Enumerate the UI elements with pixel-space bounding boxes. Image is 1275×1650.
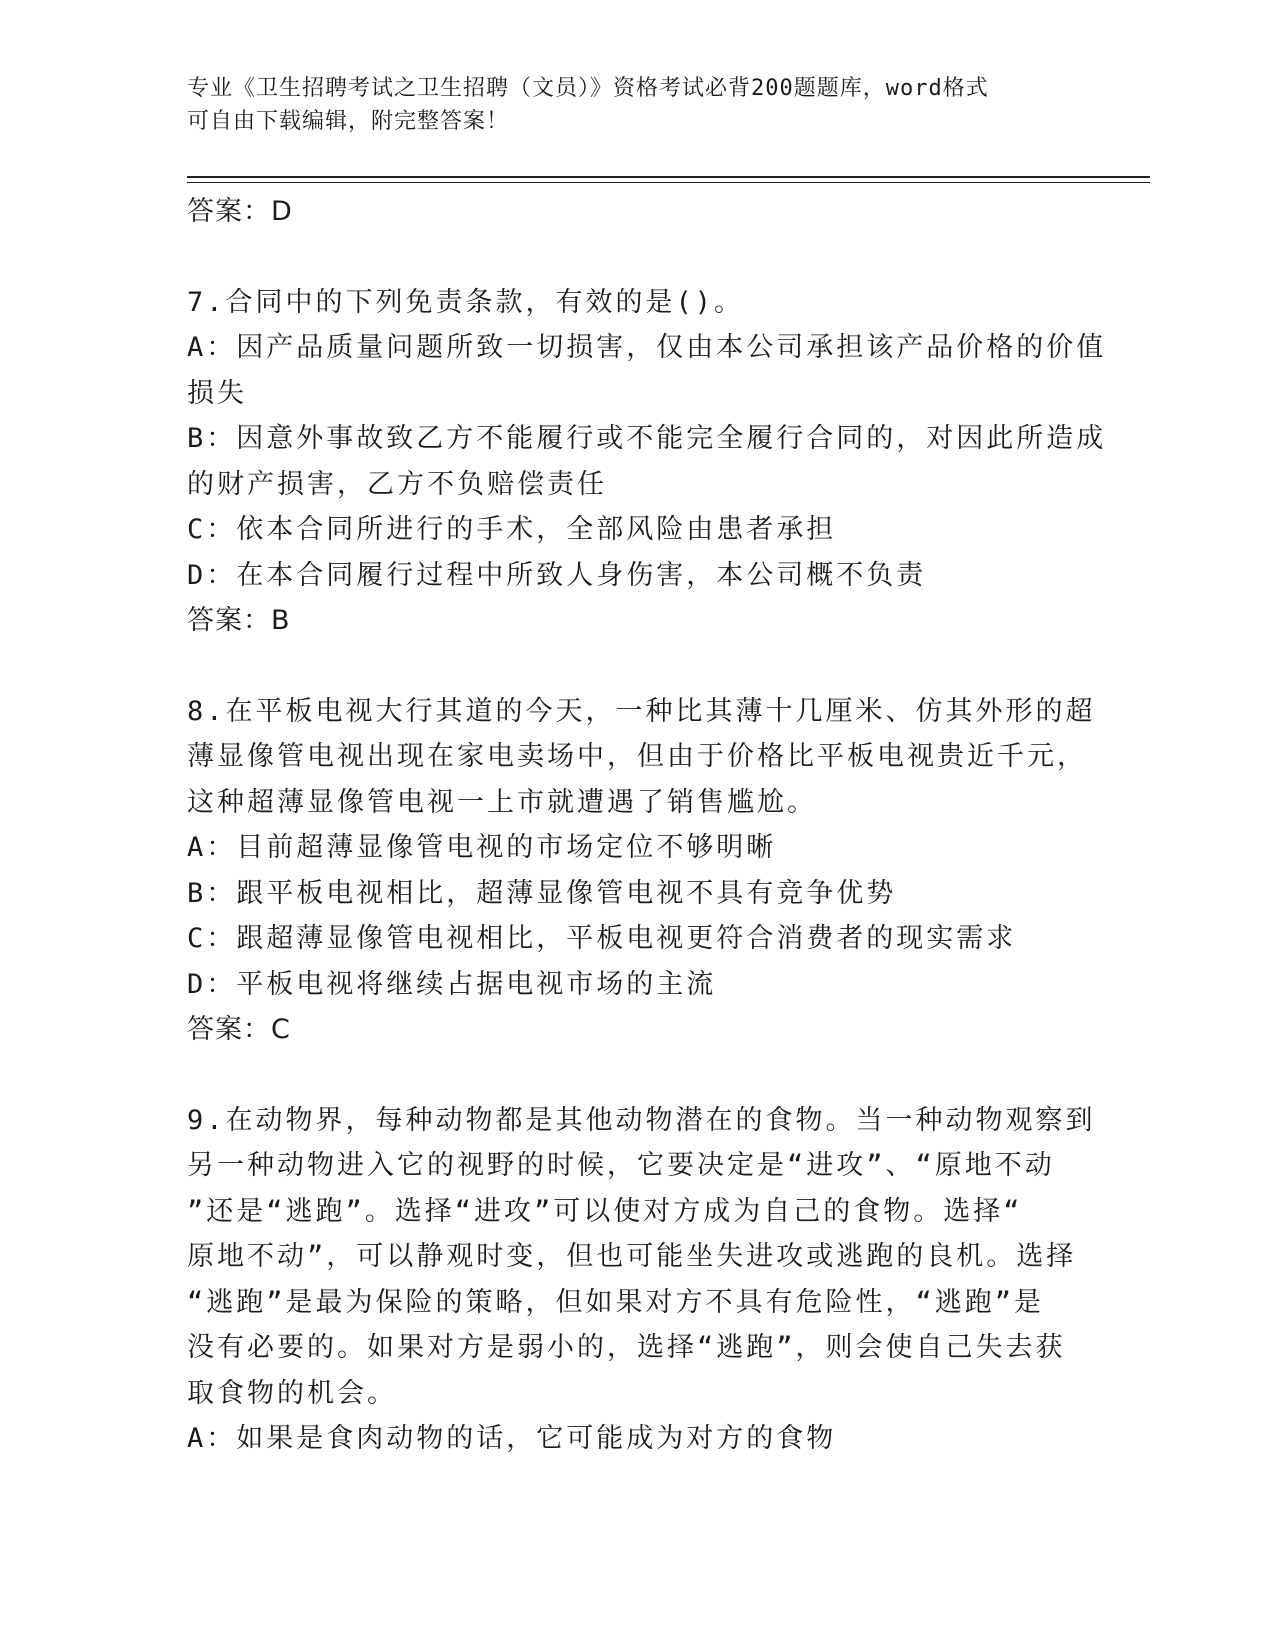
- header-line-2: 可自由下载编辑，附完整答案！: [187, 109, 510, 134]
- question-9-stem-3: ”还是“逃跑”。选择“进攻”可以使对方成为自己的食物。选择“: [187, 1195, 1023, 1227]
- previous-answer: 答案：D: [187, 196, 293, 227]
- question-8-answer: 答案：C: [187, 1014, 291, 1045]
- question-8-option-b: B：跟平板电视相比，超薄显像管电视不具有竞争优势: [187, 877, 897, 909]
- header-divider-thick: [187, 176, 1150, 178]
- question-7-option-a: A：因产品质量问题所致一切损害，仅由本公司承担该产品价格的价值: [187, 332, 1107, 363]
- question-7-option-c: C：依本合同所进行的手术，全部风险由患者承担: [187, 514, 837, 545]
- document-body: [187, 189, 1107, 1462]
- spacer: [187, 1053, 1067, 1098]
- question-8: [187, 689, 1096, 1053]
- header-divider-thin: [187, 182, 1150, 183]
- page-header: [187, 72, 1067, 138]
- question-9-stem-5: “逃跑”是最为保险的策略，但如果对方不具有危险性，“逃跑”是: [187, 1286, 1045, 1318]
- question-8-option-a: A：目前超薄显像管电视的市场定位不够明晰: [187, 832, 777, 863]
- question-9: [187, 1098, 1096, 1462]
- question-8-stem-3: 这种超薄显像管电视一上市就遭遇了销售尴尬。: [187, 786, 817, 818]
- question-7-option-b: B：因意外事故致乙方不能履行或不能完全履行合同的，对因此所造成: [187, 423, 1107, 454]
- question-9-option-a: A：如果是食肉动物的话，它可能成为对方的食物: [187, 1423, 837, 1454]
- question-9-stem-7: 取食物的机会。: [187, 1377, 397, 1409]
- question-7-option-a-cont: 损失: [187, 377, 247, 409]
- header-line-1: 专业《卫生招聘考试之卫生招聘（文员）》资格考试必背200题题库，word格式: [187, 76, 989, 101]
- question-8-stem-2: 薄显像管电视出现在家电卖场中，但由于价格比平板电视贵近千元，: [187, 741, 1087, 772]
- question-9-stem-6: 没有必要的。如果对方是弱小的，选择“逃跑”，则会使自己失去获: [187, 1332, 1066, 1363]
- spacer: [187, 235, 1067, 280]
- question-9-stem-1: 9.在动物界，每种动物都是其他动物潜在的食物。当一种动物观察到: [187, 1104, 1096, 1136]
- question-7: [187, 280, 1107, 644]
- question-9-stem-4: 原地不动”，可以静观时变，但也可能坐失进攻或逃跑的良机。选择: [187, 1241, 1077, 1272]
- question-8-option-d: D：平板电视将继续占据电视市场的主流: [187, 968, 717, 1000]
- question-7-option-b-cont: 的财产损害，乙方不负赔偿责任: [187, 468, 607, 500]
- question-7-option-d: D：在本合同履行过程中所致人身伤害，本公司概不负责: [187, 559, 927, 591]
- question-7-stem: 7.合同中的下列免责条款，有效的是()。: [187, 286, 745, 318]
- question-7-answer: 答案：B: [187, 605, 291, 636]
- question-8-stem-1: 8.在平板电视大行其道的今天，一种比其薄十几厘米、仿其外形的超: [187, 695, 1096, 727]
- question-8-option-c: C：跟超薄显像管电视相比，平板电视更符合消费者的现实需求: [187, 923, 1017, 954]
- question-9-stem-2: 另一种动物进入它的视野的时候，它要决定是“进攻”、“原地不动: [187, 1150, 1055, 1181]
- spacer: [187, 644, 1067, 689]
